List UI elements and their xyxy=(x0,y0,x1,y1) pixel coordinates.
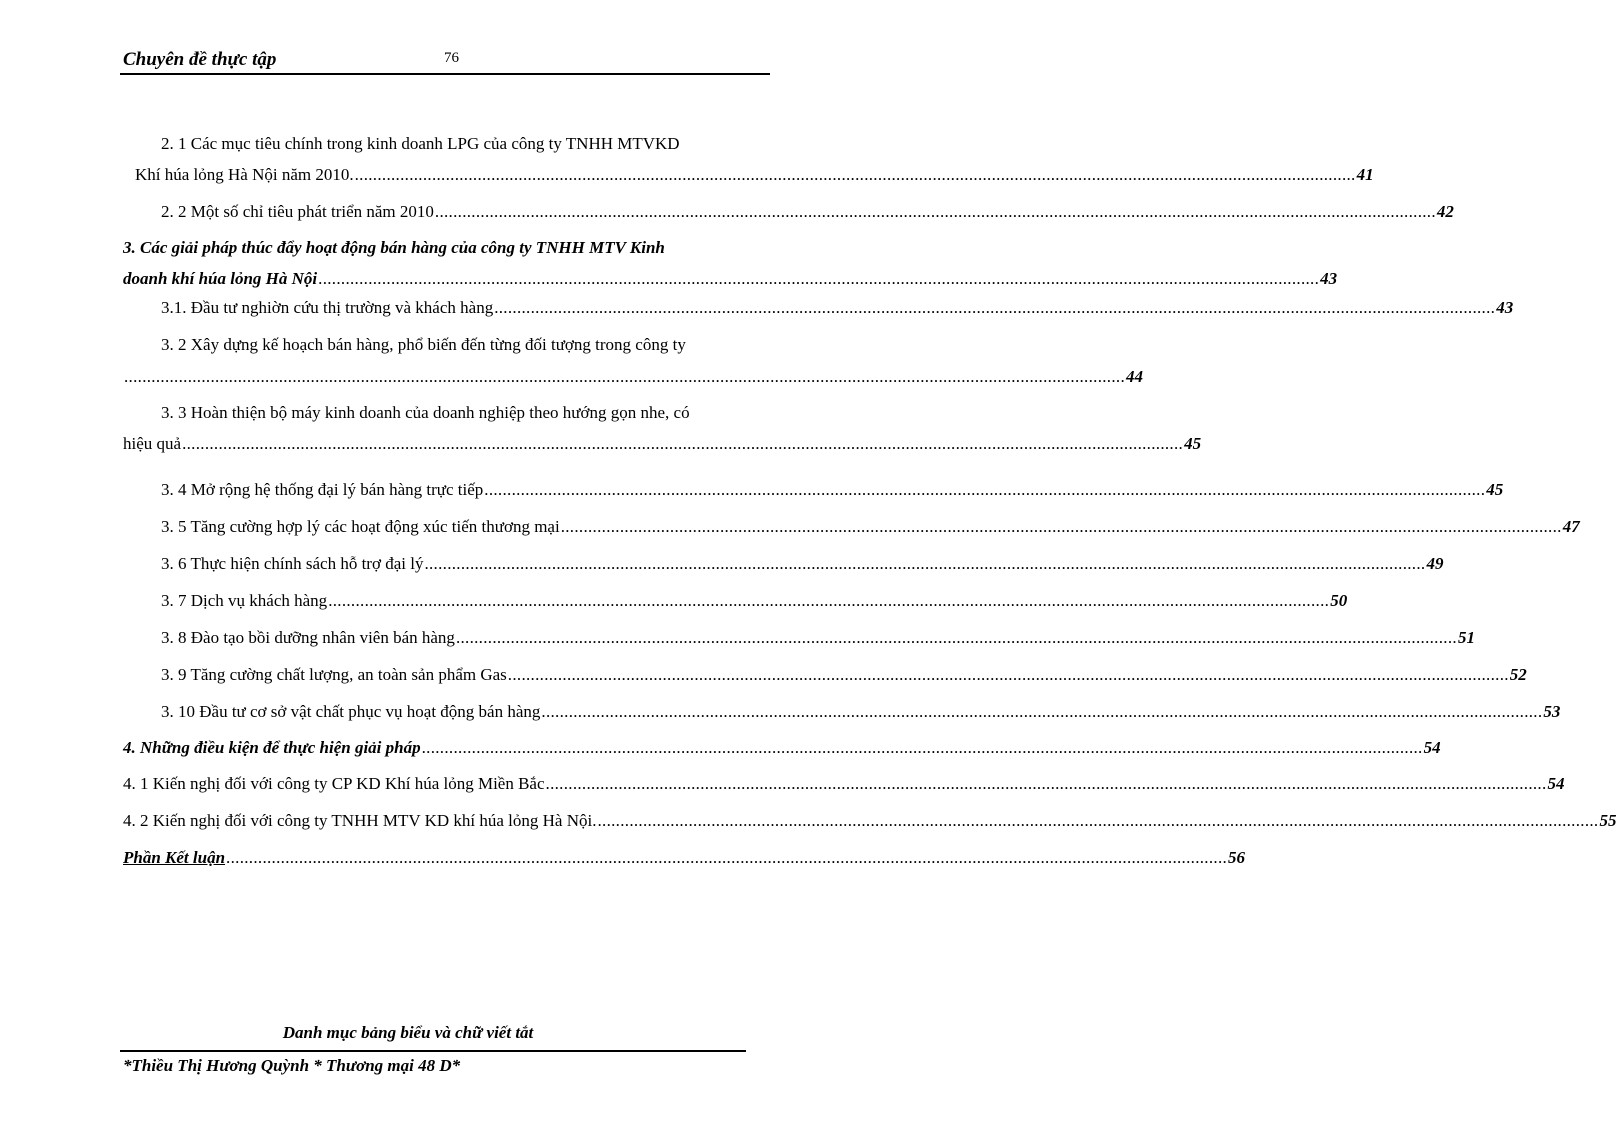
leader-dots: ............................................................................................................................................................................................................................ xyxy=(494,298,1496,317)
page-number: 76 xyxy=(444,50,459,66)
toc-entry-page: 52 xyxy=(1509,665,1527,684)
toc-entry-3-2-line1: 3. 2 Xây dựng kế hoạch bán hàng, phổ biến đến từng đối tượng trong công ty xyxy=(161,335,686,354)
toc-entry-3-7[interactable] xyxy=(161,588,1348,612)
leader-dots: ............................................................................................................................................................................................................................ xyxy=(455,628,1457,647)
list-of-tables-heading: Danh mục bảng biểu và chữ viết tắt xyxy=(282,1023,534,1042)
toc-entry-3-9[interactable] xyxy=(161,662,1527,686)
toc-entry-label: Khí húa lỏng Hà Nội năm 2010. xyxy=(135,165,354,184)
leader-dots: ............................................................................................................................................................................................................................ xyxy=(597,811,1599,830)
toc-entry-3-6[interactable] xyxy=(161,551,1444,575)
toc-entry-label: 3. 6 Thực hiện chính sách hỗ trợ đại lý xyxy=(161,554,424,573)
leader-dots: ............................................................................................................................................................................................................................ xyxy=(545,774,1547,793)
toc-entry-page: 47 xyxy=(1562,517,1580,536)
toc-entry-2-1[interactable] xyxy=(135,162,1374,186)
toc-entry-page: 54 xyxy=(1547,774,1565,793)
toc-entry-page: 56 xyxy=(1228,848,1246,867)
toc-entry-3-3[interactable] xyxy=(123,431,1202,455)
toc-entry-label: 2. 2 Một số chỉ tiêu phát triển năm 2010 xyxy=(161,202,434,221)
toc-entry-label: doanh khí húa lỏng Hà Nội xyxy=(123,269,318,288)
toc-entry-page: 43 xyxy=(1496,298,1514,317)
toc-entry-label: hiệu quả xyxy=(123,434,182,453)
toc-entry-page: 45 xyxy=(1184,434,1202,453)
toc-entry-2-1-line1: 2. 1 Các mục tiêu chính trong kinh doanh LPG của công ty TNHH MTVKD xyxy=(161,134,680,153)
toc-entry-3[interactable] xyxy=(123,266,1338,290)
leader-dots: ............................................................................................................................................................................................................................ xyxy=(560,517,1562,536)
toc-entry-3-3-line1: 3. 3 Hoàn thiện bộ máy kinh doanh của doanh nghiệp theo hướng gọn nhe, có xyxy=(161,403,690,422)
toc-entry-page: 44 xyxy=(1126,367,1143,386)
toc-entry-3-8[interactable] xyxy=(161,625,1475,649)
toc-entry-page: 42 xyxy=(1436,202,1454,221)
toc-entry-4[interactable] xyxy=(123,735,1441,759)
footer-rule xyxy=(120,1050,746,1052)
toc-entry-label: 4. 2 Kiến nghị đối với công ty TNHH MTV KD khí húa lỏng Hà Nội. xyxy=(123,811,597,830)
toc-entry-label: 4. 1 Kiến nghị đối với công ty CP KD Khí húa lỏng Miền Bắc xyxy=(123,774,545,793)
leader-dots: ............................................................................................................................................................................................................................ xyxy=(424,554,1426,573)
toc-entry-label: Phần Kết luận xyxy=(123,848,226,867)
toc-entry-label: 3. 10 Đầu tư cơ sở vật chất phục vụ hoạt động bán hàng xyxy=(161,702,541,721)
toc-entry-page: 53 xyxy=(1543,702,1561,721)
toc-entry-label: 4. Những điều kiện để thực hiện giải pháp xyxy=(123,738,421,757)
leader-dots: ............................................................................................................................................................................................................................ xyxy=(124,367,1125,386)
leader-dots: ............................................................................................................................................................................................................................ xyxy=(541,702,1543,721)
toc-entry-page: 41 xyxy=(1356,165,1374,184)
toc-entry-conclusion[interactable] xyxy=(123,845,1246,869)
toc-entry-page: 54 xyxy=(1423,738,1441,757)
toc-entry-label: 3. 9 Tăng cường chất lượng, an toàn sản phẩm Gas xyxy=(161,665,507,684)
toc-entry-label: 3.1. Đầu tư nghiờn cứu thị trường và khách hàng xyxy=(161,298,494,317)
toc-entry-label: 3. 7 Dịch vụ khách hàng xyxy=(161,591,328,610)
toc-entry-3-2[interactable] xyxy=(123,364,1143,388)
leader-dots: ............................................................................................................................................................................................................................ xyxy=(354,165,1356,184)
toc-entry-page: 51 xyxy=(1457,628,1475,647)
toc-entry-3-10[interactable] xyxy=(161,699,1561,723)
leader-dots: ............................................................................................................................................................................................................................ xyxy=(182,434,1184,453)
toc-entry-label: 3. 8 Đào tạo bồi dưỡng nhân viên bán hàng xyxy=(161,628,455,647)
footer-author: *Thiều Thị Hương Quỳnh * Thương mại 48 D* xyxy=(123,1056,461,1075)
toc-entry-3-4[interactable] xyxy=(161,477,1504,501)
toc-entry-page: 50 xyxy=(1330,591,1348,610)
toc-entry-label: 3. 4 Mở rộng hệ thống đại lý bán hàng trực tiếp xyxy=(161,480,484,499)
toc-entry-page: 49 xyxy=(1426,554,1444,573)
toc-entry-page: 43 xyxy=(1320,269,1338,288)
toc-entry-4-1[interactable] xyxy=(123,771,1565,795)
leader-dots: ............................................................................................................................................................................................................................ xyxy=(484,480,1486,499)
leader-dots: ............................................................................................................................................................................................................................ xyxy=(507,665,1509,684)
leader-dots: ............................................................................................................................................................................................................................ xyxy=(434,202,1436,221)
leader-dots: ............................................................................................................................................................................................................................ xyxy=(226,848,1228,867)
toc-entry-3-line1: 3. Các giải pháp thúc đẩy hoạt động bán hàng của công ty TNHH MTV Kinh xyxy=(123,238,665,257)
toc-entry-2-2[interactable] xyxy=(161,199,1454,223)
leader-dots: ............................................................................................................................................................................................................................ xyxy=(421,738,1423,757)
leader-dots: ............................................................................................................................................................................................................................ xyxy=(318,269,1320,288)
header-title: Chuyên đề thực tập xyxy=(123,49,277,70)
leader-dots: ............................................................................................................................................................................................................................ xyxy=(328,591,1330,610)
toc-entry-3-1[interactable] xyxy=(161,295,1514,319)
toc-entry-page: 55 xyxy=(1599,811,1616,830)
toc-entry-4-2[interactable] xyxy=(123,808,1616,832)
toc-entry-3-5[interactable] xyxy=(161,514,1580,538)
toc-entry-label: 3. 5 Tăng cường hợp lý các hoạt động xúc tiến thương mại xyxy=(161,517,560,536)
toc-entry-page: 45 xyxy=(1486,480,1504,499)
